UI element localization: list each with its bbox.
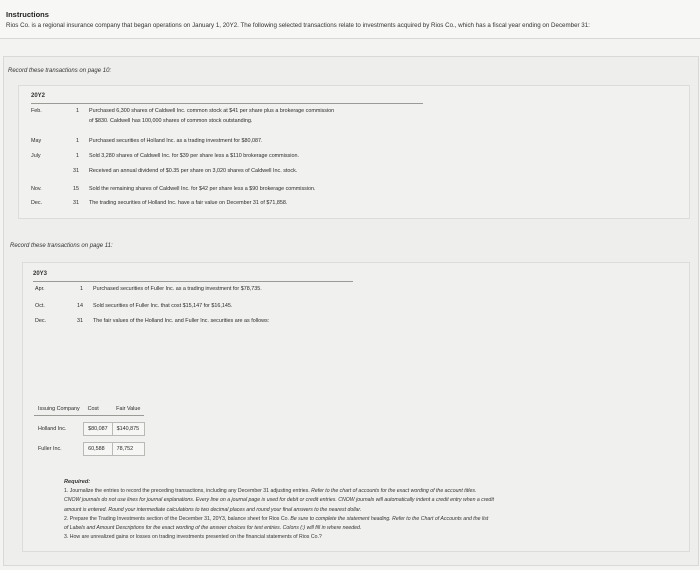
transaction-day: 1 — [76, 153, 79, 159]
column-header: Fair Value — [112, 403, 144, 416]
required-item-1 — [64, 487, 494, 515]
transaction-day: 14 — [77, 303, 83, 309]
transaction-month: Dec. — [31, 200, 43, 206]
table-row — [34, 423, 144, 436]
transaction-day: 31 — [73, 200, 79, 206]
transaction-text: Sold 3,280 shares of Caldwell Inc. for $39 per share less a $110 brokerage commission. — [89, 153, 299, 159]
transaction-text-continued: of $830. Caldwell has 100,000 shares of common stock outstanding. — [89, 118, 253, 124]
transaction-text: The fair values of the Holland Inc. and Fuller Inc. securities are as follows: — [93, 318, 270, 324]
transaction-day: 31 — [73, 168, 79, 174]
transaction-text: The trading securities of Holland Inc. have a fair value on December 31 of $71,858. — [89, 200, 288, 206]
transaction-row — [31, 108, 431, 128]
year-20y2: 20Y2 — [31, 93, 46, 99]
column-header: Cost — [84, 403, 113, 416]
transaction-text: Sold securities of Fuller Inc. that cost $15,147 for $16,145. — [93, 303, 233, 309]
transaction-day: 1 — [76, 138, 79, 144]
fair-value-cell: 78,752 — [112, 443, 144, 456]
transaction-month: May — [31, 138, 42, 144]
column-header: Issuing Company — [34, 403, 84, 416]
company-cell: Fuller Inc. — [38, 446, 62, 452]
transaction-row — [35, 303, 365, 313]
transaction-text: Purchased securities of Holland Inc. as a trading investment for $80,087. — [89, 138, 263, 144]
transaction-text: Purchased 6,300 shares of Caldwell Inc. common stock at $41 per share plus a brokerage commission — [89, 108, 335, 114]
transaction-month: July — [31, 153, 41, 159]
header-rule — [31, 103, 423, 104]
page11-label: Record these transactions on page 11: — [10, 243, 113, 249]
transaction-month: Nov. — [31, 186, 42, 192]
year-20y3: 20Y3 — [33, 271, 48, 277]
required-item-2-note: Be sure to complete the statement heading. Refer to the Chart of Accounts and the list of Labels and Amount Descriptions for the exact wording of the answer choices for text entries. Colons (:) will fill in where needed. — [64, 515, 489, 532]
transaction-day: 1 — [76, 108, 79, 114]
problem-intro: Rios Co. is a regional insurance company that began operations on January 1, 20Y2. The following selected transactions relate to investments acquired by Rios Co., which has a fiscal year ending on December 31: — [6, 22, 590, 29]
transaction-row — [31, 200, 431, 210]
transaction-month: Dec. — [35, 318, 47, 324]
company-cell: Holland Inc. — [38, 426, 67, 432]
instructions-title: Instructions — [6, 10, 49, 19]
required-item-2-text: 2. Prepare the Trading Investments section of the December 31, 20Y3, balance sheet for Rios Co. — [64, 515, 289, 522]
transaction-text: Received an annual dividend of $0.35 per share on 3,020 shares of Caldwell Inc. stock. — [89, 168, 298, 174]
required-heading: Required: — [64, 479, 91, 485]
required-item-1-text: 1. Journalize the entries to record the preceding transactions, including any December 31 adjusting entries. — [64, 488, 310, 495]
transaction-row — [35, 286, 365, 296]
transaction-row — [35, 318, 365, 328]
table-header-row — [34, 403, 144, 416]
header-rule — [33, 281, 353, 282]
transaction-day: 15 — [73, 186, 79, 192]
transaction-text: Sold the remaining shares of Caldwell Inc. for $42 per share less a $90 brokerage commission. — [89, 186, 316, 192]
transaction-row — [31, 153, 431, 163]
cost-cell: 60,588 — [84, 443, 113, 456]
transaction-month: Feb. — [31, 108, 42, 114]
transaction-day: 1 — [80, 286, 83, 292]
transaction-day: 31 — [77, 318, 83, 324]
page10-transactions-box — [18, 85, 690, 219]
transaction-month: Oct. — [35, 303, 45, 309]
transaction-row — [31, 168, 431, 178]
fair-value-cell: $140,875 — [112, 423, 144, 436]
cost-cell: $80,087 — [84, 423, 113, 436]
transaction-text: Purchased securities of Fuller Inc. as a trading investment for $78,735. — [93, 286, 262, 292]
instructions-header — [0, 0, 700, 39]
transaction-month: Apr. — [35, 286, 45, 292]
table-row — [34, 443, 144, 456]
required-item-2 — [64, 515, 494, 533]
required-section — [64, 478, 494, 542]
transaction-row — [31, 138, 431, 148]
required-item-3: 3. How are unrealized gains or losses on trading investments presented on the financial statements of Rios Co.? — [64, 534, 322, 541]
transaction-row — [31, 186, 431, 196]
problem-panel — [3, 56, 699, 566]
required-item-1-note: Refer to the chart of accounts for the exact wording of the account titles. CNOW journals do not use lines for journal explanations. Every line on a journal page is used for debit or credit entries. CNOW journals will automatically indent a credit entry when a credit amount is entered. Round your intermediate calculations to two decimal places and round your final answers to the nearest dollar. — [64, 488, 494, 513]
page10-label: Record these transactions on page 10: — [8, 68, 112, 74]
fair-value-table — [34, 403, 145, 456]
